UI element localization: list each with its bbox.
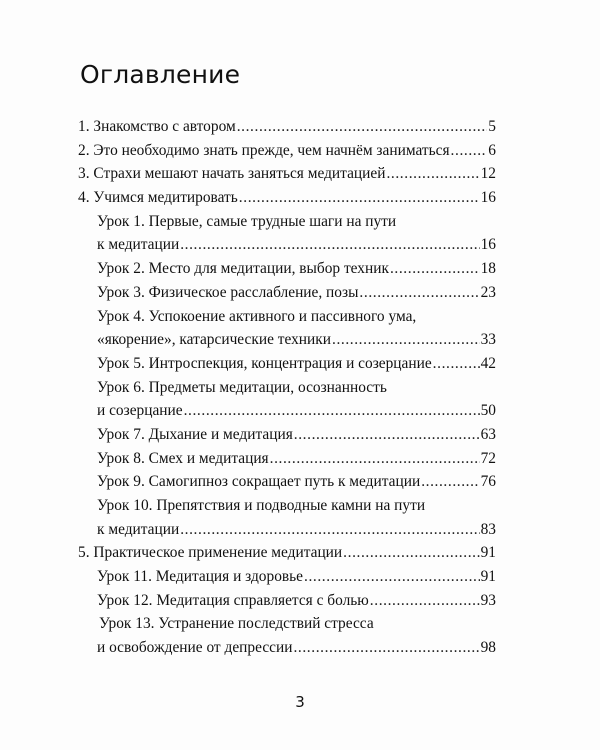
page-number: 3	[295, 693, 305, 711]
toc-entry[interactable]	[78, 189, 496, 213]
toc-entry-title: «якорение», катарсические техники	[97, 331, 331, 349]
leader-dots	[390, 260, 480, 278]
leader-dots	[370, 592, 480, 610]
toc-entry[interactable]	[78, 592, 496, 616]
toc-entry-page: 23	[480, 283, 496, 301]
page-title: Оглавление	[80, 60, 241, 89]
toc-entry-page: 18	[480, 260, 496, 278]
toc-entry-title: Урок 4. Успокоение активного и пассивного ума,	[97, 307, 417, 325]
leader-dots	[332, 331, 480, 349]
toc-entry[interactable]	[78, 165, 496, 189]
toc-entry-page: 42	[480, 354, 496, 372]
toc-entry-page: 98	[480, 639, 496, 657]
toc-entry[interactable]	[78, 639, 496, 663]
toc-entry-page: 63	[480, 425, 496, 443]
toc-entry-page: 83	[480, 520, 496, 538]
toc-entry-title: Урок 8. Смех и медитация	[97, 449, 269, 467]
leader-dots	[451, 142, 488, 160]
toc-entry-first-line[interactable]	[78, 213, 496, 237]
toc-entry-title: и освобождение от депрессии	[97, 639, 293, 657]
leader-dots	[359, 284, 479, 302]
toc-entry[interactable]	[78, 260, 496, 284]
table-of-contents	[78, 118, 496, 663]
toc-entry-page: 6	[488, 141, 496, 159]
leader-dots	[386, 165, 479, 183]
leader-dots	[343, 544, 479, 562]
toc-entry-title: Урок 12. Медитация справляется с болью	[97, 591, 369, 609]
toc-entry-page: 76	[480, 473, 496, 491]
toc-entry-first-line[interactable]	[78, 497, 496, 521]
toc-entry[interactable]	[78, 142, 496, 166]
toc-entry-title: Урок 11. Медитация и здоровье	[97, 568, 304, 586]
toc-entry-page: 16	[480, 236, 496, 254]
toc-entry[interactable]	[78, 236, 496, 260]
toc-entry-title: 5. Практическое применение медитации	[78, 544, 343, 562]
toc-entry-title: к медитации	[97, 520, 180, 538]
toc-entry[interactable]	[78, 473, 496, 497]
toc-entry[interactable]	[78, 355, 496, 379]
toc-entry-title: 1. Знакомство с автором	[78, 118, 236, 135]
toc-entry-title: 2. Это необходимо знать прежде, чем начнём заниматься	[78, 141, 450, 159]
leader-dots	[304, 568, 480, 586]
leader-dots	[237, 118, 488, 136]
toc-entry-title: Урок 6. Предметы медитации, осознанность	[97, 378, 387, 396]
leader-dots	[270, 450, 480, 468]
toc-entry-page: 72	[480, 449, 496, 467]
toc-entry-title: и созерцание	[97, 402, 183, 420]
leader-dots	[421, 473, 479, 491]
toc-entry[interactable]	[78, 118, 496, 142]
toc-entry[interactable]	[78, 521, 496, 545]
toc-entry-title: Урок 10. Препятствия и подводные камни на пути	[97, 497, 426, 514]
toc-entry-title: Урок 3. Физическое расслабление, позы	[97, 283, 359, 301]
toc-entry-first-line[interactable]	[78, 615, 496, 639]
toc-entry-title: 3. Страхи мешают начать заняться медитацией	[78, 165, 386, 183]
toc-entry-title: Урок 1. Первые, самые трудные шаги на пути	[97, 212, 397, 230]
leader-dots	[184, 402, 480, 420]
toc-entry-title: Урок 13. Устранение последствий стресса	[99, 615, 374, 633]
toc-entry-title: к медитации	[97, 236, 180, 254]
toc-entry-page: 93	[480, 591, 496, 609]
toc-entry-page: 16	[480, 189, 496, 207]
toc-entry-title: Урок 9. Самогипноз сокращает путь к медитации	[97, 473, 421, 491]
toc-entry-page: 12	[480, 165, 496, 183]
toc-entry-first-line[interactable]	[78, 379, 496, 403]
toc-entry[interactable]	[78, 450, 496, 474]
toc-entry-title: 4. Учимся медитировать	[78, 189, 238, 207]
toc-entry-title: Урок 7. Дыхание и медитация	[97, 425, 293, 443]
toc-entry[interactable]	[78, 544, 496, 568]
toc-entry-page: 91	[480, 568, 496, 586]
toc-entry-page: 33	[480, 331, 496, 349]
toc-entry[interactable]	[78, 331, 496, 355]
toc-entry-title: Урок 2. Место для медитации, выбор техник	[97, 260, 389, 278]
leader-dots	[293, 639, 479, 657]
toc-entry-first-line[interactable]	[78, 308, 496, 332]
leader-dots	[433, 355, 480, 373]
toc-entry-title: Урок 5. Интроспекция, концентрация и созерцание	[97, 354, 432, 372]
leader-dots	[180, 521, 479, 539]
toc-entry[interactable]	[78, 284, 496, 308]
leader-dots	[294, 426, 480, 444]
leader-dots	[239, 189, 480, 207]
toc-entry-page: 50	[480, 402, 496, 420]
toc-entry[interactable]	[78, 426, 496, 450]
toc-entry-page: 91	[480, 544, 496, 562]
leader-dots	[180, 236, 479, 254]
toc-entry[interactable]	[78, 402, 496, 426]
toc-entry[interactable]	[78, 568, 496, 592]
toc-entry-page: 5	[488, 118, 496, 135]
